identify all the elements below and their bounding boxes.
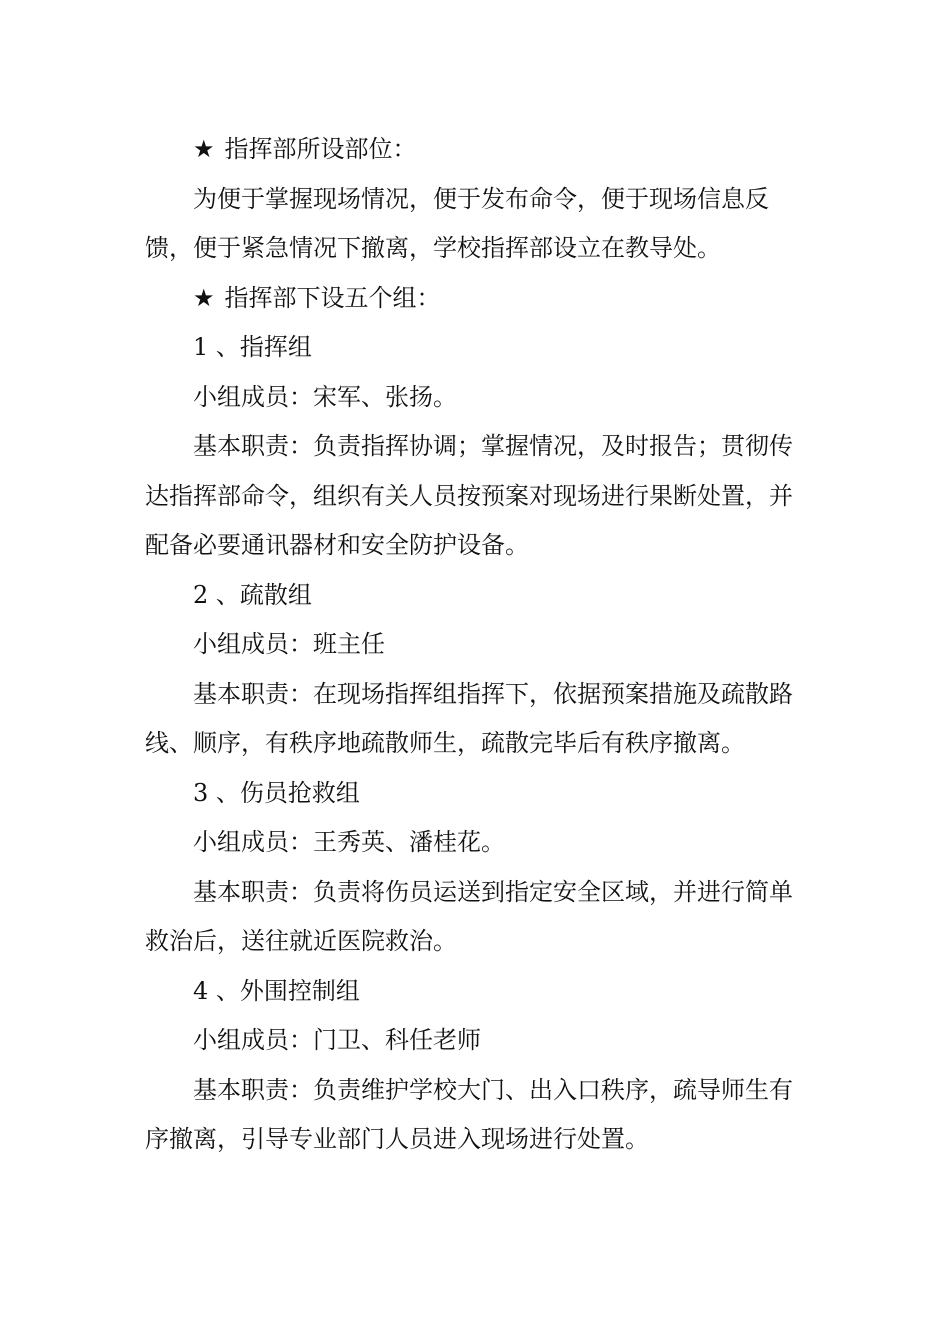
group-duties-perimeter: 基本职责：负责维护学校大门、出入口秩序，疏导师生有序撤离，引导专业部门人员进入现场进行处置。 [145, 1075, 793, 1153]
group-members-perimeter: 小组成员：门卫、科任老师 [193, 1026, 481, 1054]
group-title-command: 1 、指挥组 [193, 333, 312, 361]
group-title-perimeter: 4 、外围控制组 [193, 976, 360, 1005]
group-title-rescue: 3 、伤员抢救组 [193, 778, 360, 807]
group-members-command: 小组成员：宋军、张扬。 [193, 382, 457, 411]
star-icon: ★ [193, 135, 215, 163]
heading-five-groups [145, 274, 809, 324]
group-duties-command: 基本职责：负责指挥协调；掌握情况，及时报告；贯彻传达指挥部命令，组织有关人员按预案对现场进行果断处置，并配备必要通讯器材和安全防护设备。 [145, 432, 793, 559]
group-title-evacuation: 2 、疏散组 [193, 580, 312, 609]
star-icon: ★ [193, 283, 215, 312]
heading-text: 指挥部所设部位： [224, 135, 417, 163]
heading-text: 指挥部下设五个组： [224, 283, 441, 312]
document-page [145, 125, 809, 1165]
group-duties-evacuation: 基本职责：在现场指挥组指挥下，依据预案措施及疏散路线、顺序，有秩序地疏散师生，疏散完毕后有秩序撤离。 [145, 679, 793, 757]
group-members-evacuation: 小组成员：班主任 [193, 630, 385, 658]
group-duties-rescue: 基本职责：负责将伤员运送到指定安全区域，并进行简单救治后，送往就近医院救治。 [145, 877, 793, 955]
paragraph-command-location: 为便于掌握现场情况，便于发布命令，便于现场信息反馈，便于紧急情况下撤离，学校指挥部设立在教导处。 [145, 184, 769, 262]
group-members-rescue: 小组成员：王秀英、潘桂花。 [193, 828, 505, 856]
heading-command-location [145, 125, 809, 175]
